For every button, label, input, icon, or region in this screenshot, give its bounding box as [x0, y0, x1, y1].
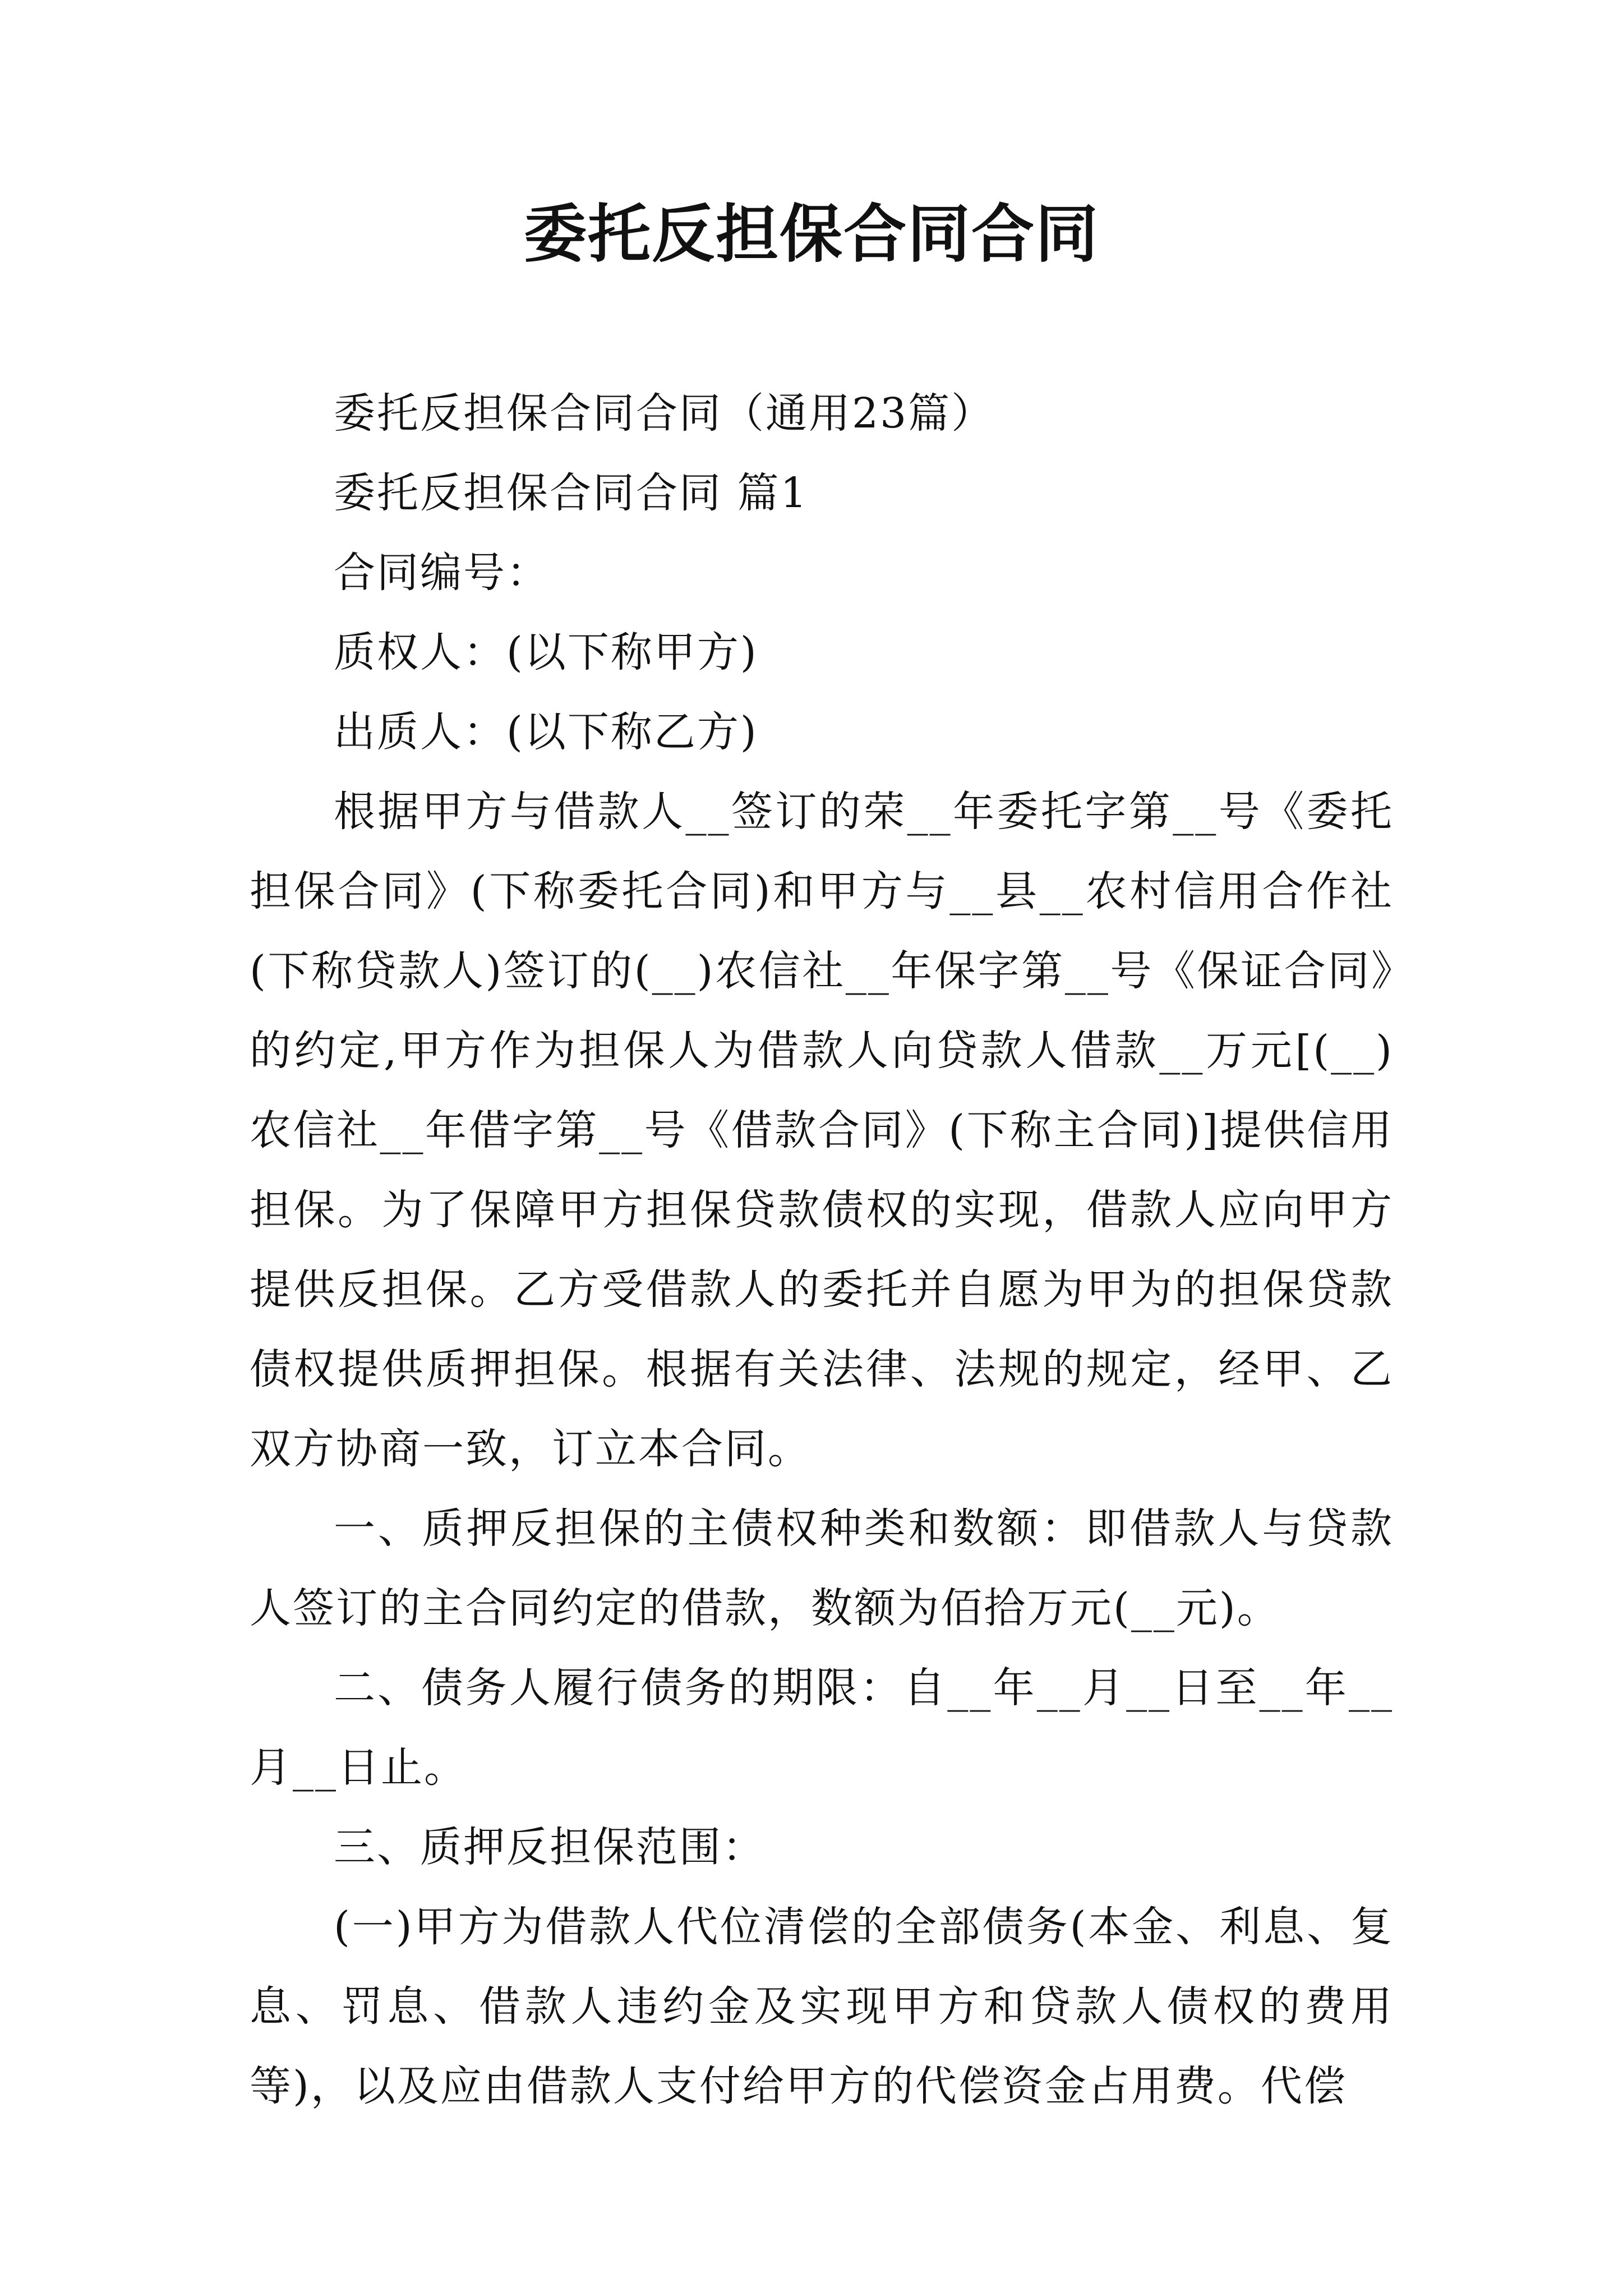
document-body — [250, 374, 1394, 2126]
clause-3-heading: 三、质押反担保范围： — [334, 1823, 766, 1871]
pledgee-field: 质权人：(以下称甲方) — [334, 628, 758, 677]
subtitle-line: 委托反担保合同合同（通用23篇） — [334, 389, 995, 438]
clause-1-paragraph: 一、质押反担保的主债权种类和数额：即借款人与贷款人签订的主合同约定的借款，数额为佰拾万元(__元)。 — [250, 1504, 1394, 1632]
pledgor-field: 出质人：(以下称乙方) — [334, 708, 758, 756]
document-title: 委托反担保合同合同 — [524, 198, 1099, 271]
preamble-paragraph: 根据甲方与借款人__签订的荣__年委托字第__号《委托担保合同》(下称委托合同)和甲方与__县__农村信用合作社(下称贷款人)签订的(__)农信社__年保字第__号《保证合同》的约定,甲方作为担保人为借款人向贷款人借款__万元[(__)农信社__年借字第__号《借款合同》(下称主合同)]提供信用担保。为了保障甲方担保贷款债权的实现，借款人应向甲方提供反担保。乙方受借款人的委托并自愿为甲为的担保贷款债权提供质押担保。根据有关法律、法规的规定，经甲、乙双方协商一致，订立本合同。 — [250, 788, 1394, 1473]
clause-2-paragraph: 二、债务人履行债务的期限：自__年__月__日至__年__月__日止。 — [250, 1664, 1394, 1792]
clause-3-item-1-paragraph: (一)甲方为借款人代位清偿的全部债务(本金、利息、复息、罚息、借款人违约金及实现甲方和贷款人债权的费用等)，以及应由借款人支付给甲方的代偿资金占用费。代偿 — [250, 1903, 1394, 2110]
section-heading: 委托反担保合同合同 篇1 — [334, 469, 809, 517]
contract-number-field: 合同编号： — [334, 549, 550, 597]
